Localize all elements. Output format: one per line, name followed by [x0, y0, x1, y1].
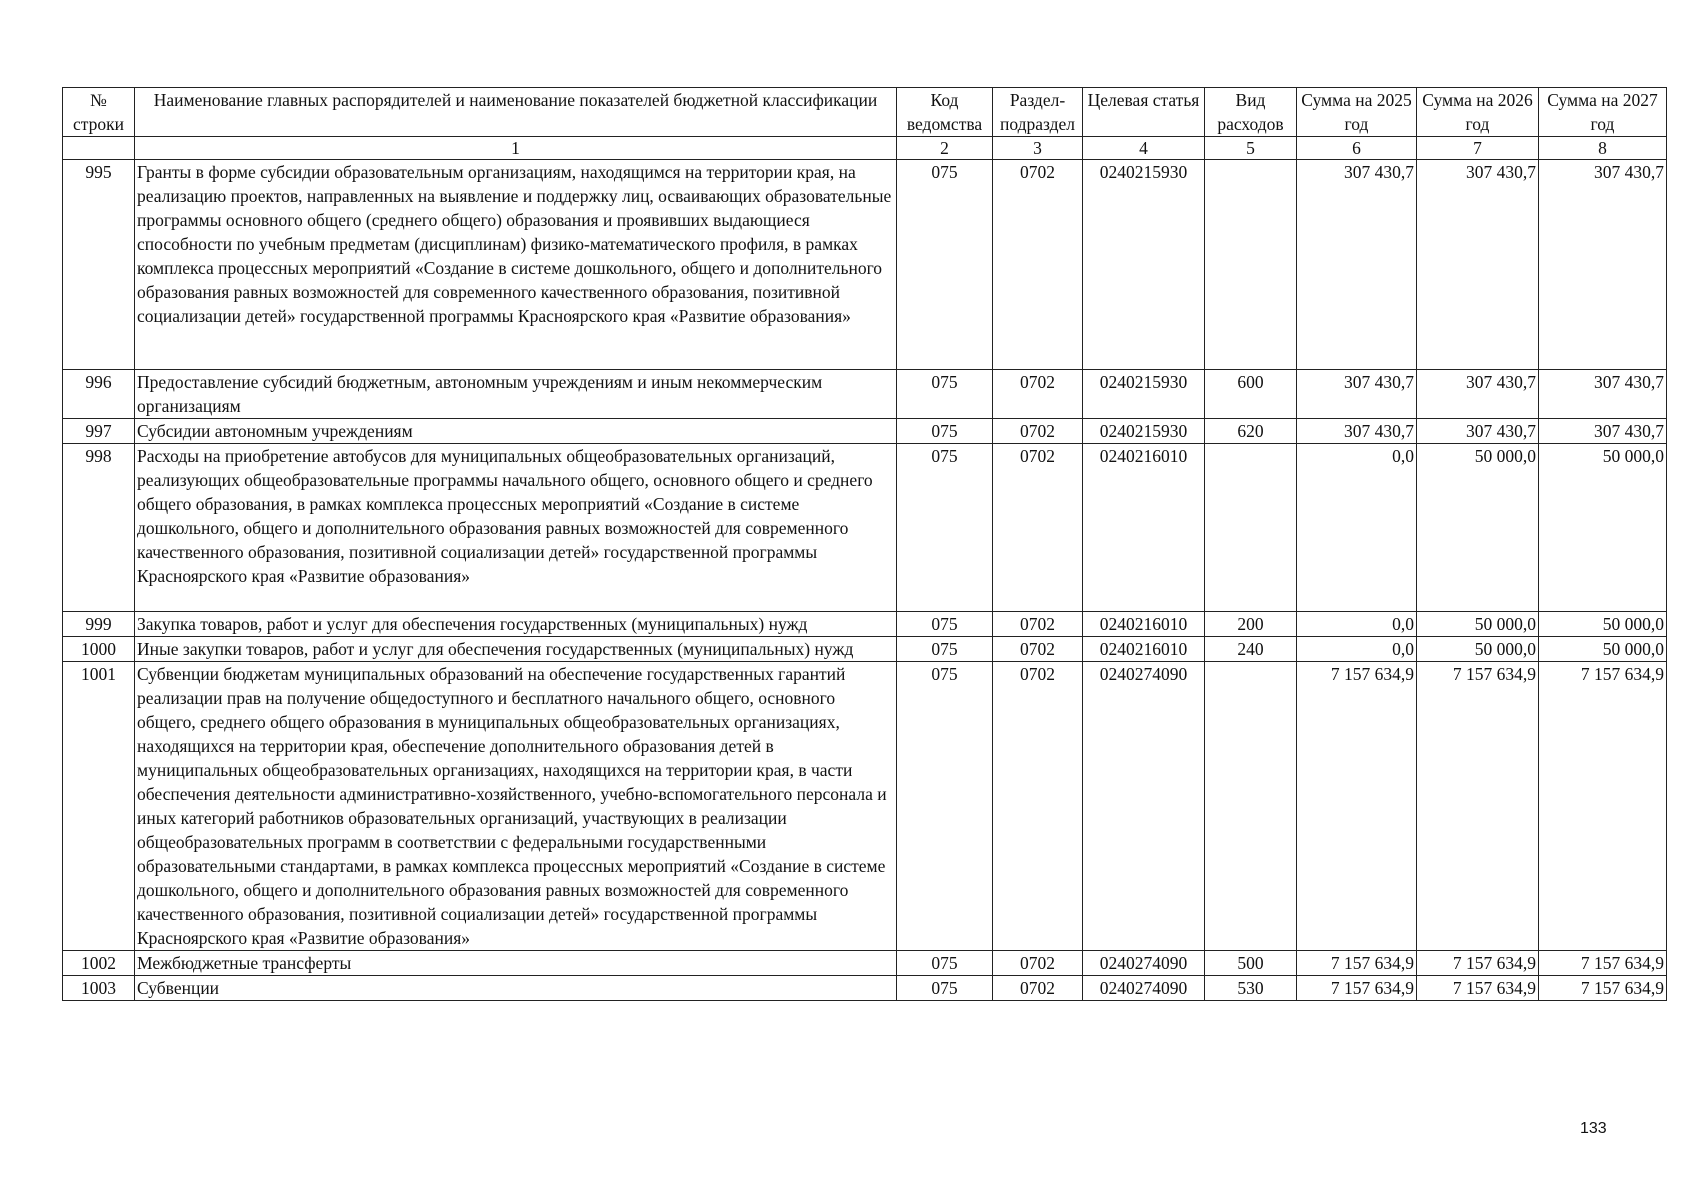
- table-row: [63, 419, 1667, 444]
- table-row: [63, 637, 1667, 662]
- dept-code: 075: [897, 160, 993, 370]
- header-row: [63, 88, 1667, 137]
- sum-2026: 307 430,7: [1417, 419, 1539, 444]
- table-row: [63, 160, 1667, 370]
- table-row: [63, 370, 1667, 419]
- sum-2025: 0,0: [1297, 444, 1417, 612]
- expense-type: [1205, 662, 1297, 951]
- column-number: 2: [897, 137, 993, 160]
- row-name: Субвенции: [135, 976, 897, 1001]
- target-code: 0240216010: [1083, 637, 1205, 662]
- row-name: Расходы на приобретение автобусов для муниципальных общеобразовательных организаций, реализующих общеобразовательные программы начального общего, основного общего и среднего общего образования, в рамках комплекса процессных мероприятий «Создание в системе дошкольного, общего и дополнительного образования равных возможностей для современного качественного образования, позитивной социализации детей» государственной программы Красноярского края «Развитие образования»: [135, 444, 897, 612]
- section-code: 0702: [993, 662, 1083, 951]
- column-number: 1: [135, 137, 897, 160]
- header-sum-2025: Сумма на 2025 год: [1297, 88, 1417, 137]
- sum-2026: 307 430,7: [1417, 370, 1539, 419]
- dept-code: 075: [897, 951, 993, 976]
- target-code: 0240274090: [1083, 951, 1205, 976]
- sum-2027: 50 000,0: [1539, 612, 1667, 637]
- row-number: 998: [63, 444, 135, 612]
- column-number: 7: [1417, 137, 1539, 160]
- sum-2025: 7 157 634,9: [1297, 976, 1417, 1001]
- dept-code: 075: [897, 419, 993, 444]
- table-row: [63, 444, 1667, 612]
- target-code: 0240216010: [1083, 612, 1205, 637]
- row-number: 995: [63, 160, 135, 370]
- expense-type: [1205, 160, 1297, 370]
- column-number: 5: [1205, 137, 1297, 160]
- section-code: 0702: [993, 637, 1083, 662]
- row-name: Субсидии автономным учреждениям: [135, 419, 897, 444]
- target-code: 0240216010: [1083, 444, 1205, 612]
- sum-2027: 7 157 634,9: [1539, 951, 1667, 976]
- row-name: Закупка товаров, работ и услуг для обеспечения государственных (муниципальных) нужд: [135, 612, 897, 637]
- sum-2025: 307 430,7: [1297, 160, 1417, 370]
- sum-2025: 307 430,7: [1297, 419, 1417, 444]
- sum-2027: 7 157 634,9: [1539, 662, 1667, 951]
- sum-2026: 50 000,0: [1417, 637, 1539, 662]
- column-number: [63, 137, 135, 160]
- row-number: 996: [63, 370, 135, 419]
- expense-type: [1205, 444, 1297, 612]
- sum-2027: 307 430,7: [1539, 160, 1667, 370]
- row-name: Межбюджетные трансферты: [135, 951, 897, 976]
- header-expense-type: Вид расходов: [1205, 88, 1297, 137]
- target-code: 0240274090: [1083, 662, 1205, 951]
- row-number: 1000: [63, 637, 135, 662]
- row-number: 1001: [63, 662, 135, 951]
- section-code: 0702: [993, 444, 1083, 612]
- sum-2025: 7 157 634,9: [1297, 662, 1417, 951]
- sum-2025: 307 430,7: [1297, 370, 1417, 419]
- target-code: 0240215930: [1083, 419, 1205, 444]
- row-name: Предоставление субсидий бюджетным, автономным учреждениям и иным некоммерческим организациям: [135, 370, 897, 419]
- section-code: 0702: [993, 160, 1083, 370]
- sum-2026: 307 430,7: [1417, 160, 1539, 370]
- sum-2026: 7 157 634,9: [1417, 951, 1539, 976]
- row-name: Субвенции бюджетам муниципальных образований на обеспечение государственных гарантий реализации прав на получение общедоступного и бесплатного начального общего, основного общего, среднего общего образования в муниципальных общеобразовательных организациях, находящихся на территории края, обеспечение дополнительного образования детей в муниципальных общеобразовательных организациях, находящихся на территории края, в части обеспечения деятельности административно-хозяйственного, учебно-вспомогательного персонала и иных категорий работников образовательных организаций, участвующих в реализации общеобразовательных программ в соответствии с федеральными государственными образовательными стандартами, в рамках комплекса процессных мероприятий «Создание в системе дошкольного, общего и дополнительного образования равных возможностей для современного качественного образования, позитивной социализации детей» государственной программы Красноярского края «Развитие образования»: [135, 662, 897, 951]
- header-target: Целевая статья: [1083, 88, 1205, 137]
- sum-2025: 0,0: [1297, 612, 1417, 637]
- row-number: 999: [63, 612, 135, 637]
- table-row: [63, 976, 1667, 1001]
- header-row-no: № строки: [63, 88, 135, 137]
- budget-table: [62, 87, 1667, 1001]
- dept-code: 075: [897, 637, 993, 662]
- row-number: 1003: [63, 976, 135, 1001]
- sum-2027: 7 157 634,9: [1539, 976, 1667, 1001]
- dept-code: 075: [897, 976, 993, 1001]
- target-code: 0240215930: [1083, 370, 1205, 419]
- expense-type: 600: [1205, 370, 1297, 419]
- section-code: 0702: [993, 612, 1083, 637]
- table-row: [63, 951, 1667, 976]
- sum-2025: 0,0: [1297, 637, 1417, 662]
- sum-2027: 50 000,0: [1539, 637, 1667, 662]
- header-section: Раздел-подраздел: [993, 88, 1083, 137]
- section-code: 0702: [993, 419, 1083, 444]
- expense-type: 620: [1205, 419, 1297, 444]
- section-code: 0702: [993, 976, 1083, 1001]
- expense-type: 200: [1205, 612, 1297, 637]
- section-code: 0702: [993, 370, 1083, 419]
- column-number: 4: [1083, 137, 1205, 160]
- dept-code: 075: [897, 370, 993, 419]
- sum-2025: 7 157 634,9: [1297, 951, 1417, 976]
- column-number: 3: [993, 137, 1083, 160]
- dept-code: 075: [897, 662, 993, 951]
- sum-2027: 307 430,7: [1539, 419, 1667, 444]
- column-number: 8: [1539, 137, 1667, 160]
- page-number: 133: [1580, 1120, 1607, 1137]
- dept-code: 075: [897, 444, 993, 612]
- section-code: 0702: [993, 951, 1083, 976]
- row-number: 997: [63, 419, 135, 444]
- row-name: Иные закупки товаров, работ и услуг для обеспечения государственных (муниципальных) нужд: [135, 637, 897, 662]
- sum-2026: 7 157 634,9: [1417, 662, 1539, 951]
- column-number-row: [63, 137, 1667, 160]
- row-name: Гранты в форме субсидии образовательным организациям, находящимся на территории края, на реализацию проектов, направленных на выявление и поддержку лиц, осваивающих образовательные программы основного общего (среднего общего) образования и проявивших выдающиеся способности по учебным предметам (дисциплинам) физико-математического профиля, в рамках комплекса процессных мероприятий «Создание в системе дошкольного, общего и дополнительного образования равных возможностей для современного качественного образования, позитивной социализации детей» государственной программы Красноярского края «Развитие образования»: [135, 160, 897, 370]
- header-dept-code: Код ведомства: [897, 88, 993, 137]
- sum-2026: 50 000,0: [1417, 444, 1539, 612]
- expense-type: 240: [1205, 637, 1297, 662]
- sum-2026: 50 000,0: [1417, 612, 1539, 637]
- expense-type: 500: [1205, 951, 1297, 976]
- header-name: Наименование главных распорядителей и наименование показателей бюджетной классификации: [135, 88, 897, 137]
- table-row: [63, 612, 1667, 637]
- header-sum-2027: Сумма на 2027 год: [1539, 88, 1667, 137]
- sum-2027: 307 430,7: [1539, 370, 1667, 419]
- sum-2027: 50 000,0: [1539, 444, 1667, 612]
- sum-2026: 7 157 634,9: [1417, 976, 1539, 1001]
- expense-type: 530: [1205, 976, 1297, 1001]
- row-number: 1002: [63, 951, 135, 976]
- column-number: 6: [1297, 137, 1417, 160]
- target-code: 0240274090: [1083, 976, 1205, 1001]
- table-row: [63, 662, 1667, 951]
- target-code: 0240215930: [1083, 160, 1205, 370]
- header-sum-2026: Сумма на 2026 год: [1417, 88, 1539, 137]
- dept-code: 075: [897, 612, 993, 637]
